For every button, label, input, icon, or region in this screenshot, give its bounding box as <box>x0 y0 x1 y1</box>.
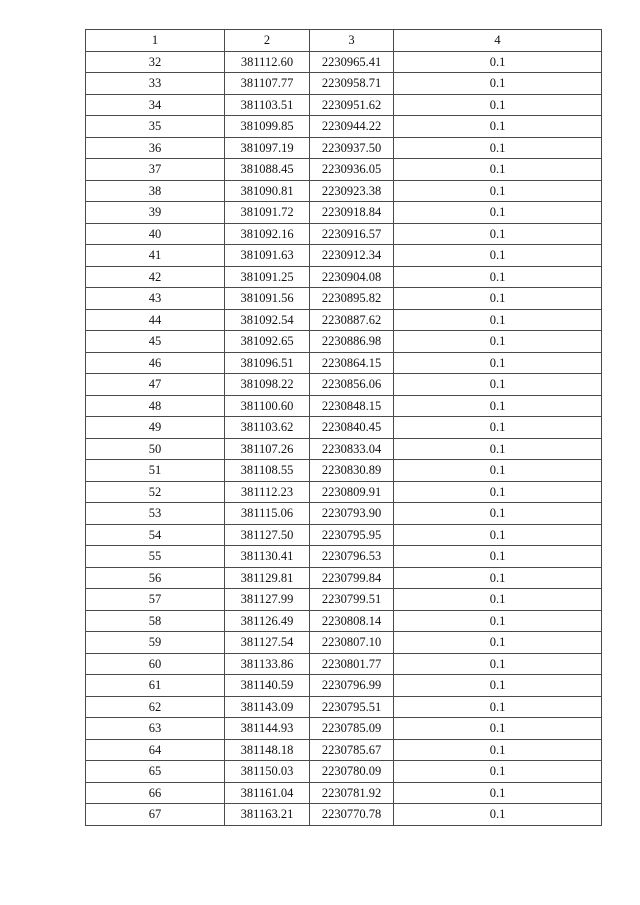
point-number-cell: 54 <box>86 524 225 546</box>
value-cell: 0.1 <box>394 438 602 460</box>
table-header-row <box>86 30 602 52</box>
table-row <box>86 395 602 417</box>
y-coordinate-cell: 2230807.10 <box>310 632 394 654</box>
table-row <box>86 94 602 116</box>
point-number-cell: 47 <box>86 374 225 396</box>
x-coordinate-cell: 381126.49 <box>225 610 310 632</box>
table-row <box>86 331 602 353</box>
point-number-cell: 58 <box>86 610 225 632</box>
value-cell: 0.1 <box>394 245 602 267</box>
value-cell: 0.1 <box>394 524 602 546</box>
value-cell: 0.1 <box>394 331 602 353</box>
y-coordinate-cell: 2230793.90 <box>310 503 394 525</box>
table-row <box>86 696 602 718</box>
coordinates-table <box>85 29 602 826</box>
table-row <box>86 51 602 73</box>
point-number-cell: 63 <box>86 718 225 740</box>
x-coordinate-cell: 381133.86 <box>225 653 310 675</box>
table-row <box>86 352 602 374</box>
y-coordinate-cell: 2230795.95 <box>310 524 394 546</box>
value-cell: 0.1 <box>394 309 602 331</box>
point-number-cell: 61 <box>86 675 225 697</box>
value-cell: 0.1 <box>394 546 602 568</box>
y-coordinate-cell: 2230951.62 <box>310 94 394 116</box>
value-cell: 0.1 <box>394 761 602 783</box>
table-row <box>86 739 602 761</box>
table-row <box>86 503 602 525</box>
value-cell: 0.1 <box>394 73 602 95</box>
value-cell: 0.1 <box>394 395 602 417</box>
y-coordinate-cell: 2230904.08 <box>310 266 394 288</box>
x-coordinate-cell: 381092.16 <box>225 223 310 245</box>
y-coordinate-cell: 2230918.84 <box>310 202 394 224</box>
table-row <box>86 438 602 460</box>
x-coordinate-cell: 381161.04 <box>225 782 310 804</box>
value-cell: 0.1 <box>394 739 602 761</box>
point-number-cell: 67 <box>86 804 225 826</box>
value-cell: 0.1 <box>394 288 602 310</box>
point-number-cell: 60 <box>86 653 225 675</box>
x-coordinate-cell: 381100.60 <box>225 395 310 417</box>
table-row <box>86 481 602 503</box>
point-number-cell: 49 <box>86 417 225 439</box>
x-coordinate-cell: 381143.09 <box>225 696 310 718</box>
y-coordinate-cell: 2230936.05 <box>310 159 394 181</box>
table-row <box>86 460 602 482</box>
value-cell: 0.1 <box>394 632 602 654</box>
point-number-cell: 36 <box>86 137 225 159</box>
header-cell-2: 2 <box>225 30 310 52</box>
point-number-cell: 33 <box>86 73 225 95</box>
point-number-cell: 45 <box>86 331 225 353</box>
value-cell: 0.1 <box>394 51 602 73</box>
y-coordinate-cell: 2230809.91 <box>310 481 394 503</box>
y-coordinate-cell: 2230808.14 <box>310 610 394 632</box>
y-coordinate-cell: 2230781.92 <box>310 782 394 804</box>
x-coordinate-cell: 381099.85 <box>225 116 310 138</box>
value-cell: 0.1 <box>394 589 602 611</box>
y-coordinate-cell: 2230830.89 <box>310 460 394 482</box>
point-number-cell: 44 <box>86 309 225 331</box>
value-cell: 0.1 <box>394 567 602 589</box>
table-row <box>86 116 602 138</box>
y-coordinate-cell: 2230895.82 <box>310 288 394 310</box>
x-coordinate-cell: 381091.56 <box>225 288 310 310</box>
table-row <box>86 309 602 331</box>
y-coordinate-cell: 2230796.53 <box>310 546 394 568</box>
x-coordinate-cell: 381148.18 <box>225 739 310 761</box>
point-number-cell: 51 <box>86 460 225 482</box>
x-coordinate-cell: 381107.77 <box>225 73 310 95</box>
point-number-cell: 50 <box>86 438 225 460</box>
header-cell-3: 3 <box>310 30 394 52</box>
header-cell-4: 4 <box>394 30 602 52</box>
table-row <box>86 567 602 589</box>
point-number-cell: 40 <box>86 223 225 245</box>
y-coordinate-cell: 2230770.78 <box>310 804 394 826</box>
value-cell: 0.1 <box>394 481 602 503</box>
x-coordinate-cell: 381127.50 <box>225 524 310 546</box>
x-coordinate-cell: 381103.62 <box>225 417 310 439</box>
point-number-cell: 43 <box>86 288 225 310</box>
value-cell: 0.1 <box>394 116 602 138</box>
x-coordinate-cell: 381098.22 <box>225 374 310 396</box>
point-number-cell: 62 <box>86 696 225 718</box>
point-number-cell: 39 <box>86 202 225 224</box>
table-row <box>86 524 602 546</box>
y-coordinate-cell: 2230801.77 <box>310 653 394 675</box>
y-coordinate-cell: 2230796.99 <box>310 675 394 697</box>
x-coordinate-cell: 381097.19 <box>225 137 310 159</box>
table-row <box>86 804 602 826</box>
point-number-cell: 41 <box>86 245 225 267</box>
x-coordinate-cell: 381092.54 <box>225 309 310 331</box>
value-cell: 0.1 <box>394 804 602 826</box>
x-coordinate-cell: 381112.23 <box>225 481 310 503</box>
x-coordinate-cell: 381108.55 <box>225 460 310 482</box>
y-coordinate-cell: 2230795.51 <box>310 696 394 718</box>
table-row <box>86 374 602 396</box>
table-row <box>86 761 602 783</box>
x-coordinate-cell: 381091.72 <box>225 202 310 224</box>
table-row <box>86 223 602 245</box>
x-coordinate-cell: 381107.26 <box>225 438 310 460</box>
y-coordinate-cell: 2230944.22 <box>310 116 394 138</box>
point-number-cell: 57 <box>86 589 225 611</box>
y-coordinate-cell: 2230780.09 <box>310 761 394 783</box>
y-coordinate-cell: 2230799.84 <box>310 567 394 589</box>
point-number-cell: 48 <box>86 395 225 417</box>
value-cell: 0.1 <box>394 417 602 439</box>
table-row <box>86 589 602 611</box>
point-number-cell: 37 <box>86 159 225 181</box>
point-number-cell: 55 <box>86 546 225 568</box>
x-coordinate-cell: 381115.06 <box>225 503 310 525</box>
table-row <box>86 782 602 804</box>
point-number-cell: 42 <box>86 266 225 288</box>
y-coordinate-cell: 2230923.38 <box>310 180 394 202</box>
table-row <box>86 675 602 697</box>
x-coordinate-cell: 381090.81 <box>225 180 310 202</box>
point-number-cell: 65 <box>86 761 225 783</box>
point-number-cell: 46 <box>86 352 225 374</box>
point-number-cell: 66 <box>86 782 225 804</box>
table-row <box>86 202 602 224</box>
table-row <box>86 159 602 181</box>
point-number-cell: 64 <box>86 739 225 761</box>
y-coordinate-cell: 2230833.04 <box>310 438 394 460</box>
x-coordinate-cell: 381096.51 <box>225 352 310 374</box>
value-cell: 0.1 <box>394 223 602 245</box>
table-row <box>86 718 602 740</box>
x-coordinate-cell: 381088.45 <box>225 159 310 181</box>
table-row <box>86 180 602 202</box>
y-coordinate-cell: 2230840.45 <box>310 417 394 439</box>
x-coordinate-cell: 381127.99 <box>225 589 310 611</box>
value-cell: 0.1 <box>394 503 602 525</box>
x-coordinate-cell: 381140.59 <box>225 675 310 697</box>
value-cell: 0.1 <box>394 159 602 181</box>
x-coordinate-cell: 381163.21 <box>225 804 310 826</box>
y-coordinate-cell: 2230937.50 <box>310 137 394 159</box>
value-cell: 0.1 <box>394 352 602 374</box>
table-row <box>86 245 602 267</box>
x-coordinate-cell: 381091.25 <box>225 266 310 288</box>
value-cell: 0.1 <box>394 610 602 632</box>
x-coordinate-cell: 381112.60 <box>225 51 310 73</box>
value-cell: 0.1 <box>394 718 602 740</box>
value-cell: 0.1 <box>394 94 602 116</box>
y-coordinate-cell: 2230864.15 <box>310 352 394 374</box>
point-number-cell: 34 <box>86 94 225 116</box>
point-number-cell: 59 <box>86 632 225 654</box>
y-coordinate-cell: 2230965.41 <box>310 51 394 73</box>
y-coordinate-cell: 2230799.51 <box>310 589 394 611</box>
y-coordinate-cell: 2230912.34 <box>310 245 394 267</box>
y-coordinate-cell: 2230958.71 <box>310 73 394 95</box>
point-number-cell: 56 <box>86 567 225 589</box>
x-coordinate-cell: 381103.51 <box>225 94 310 116</box>
table-row <box>86 417 602 439</box>
x-coordinate-cell: 381127.54 <box>225 632 310 654</box>
table-row <box>86 653 602 675</box>
point-number-cell: 53 <box>86 503 225 525</box>
x-coordinate-cell: 381144.93 <box>225 718 310 740</box>
table-row <box>86 546 602 568</box>
y-coordinate-cell: 2230916.57 <box>310 223 394 245</box>
header-cell-1: 1 <box>86 30 225 52</box>
value-cell: 0.1 <box>394 202 602 224</box>
table-row <box>86 266 602 288</box>
table-row <box>86 610 602 632</box>
table-body <box>86 30 602 826</box>
value-cell: 0.1 <box>394 266 602 288</box>
x-coordinate-cell: 381092.65 <box>225 331 310 353</box>
y-coordinate-cell: 2230785.09 <box>310 718 394 740</box>
y-coordinate-cell: 2230886.98 <box>310 331 394 353</box>
x-coordinate-cell: 381129.81 <box>225 567 310 589</box>
y-coordinate-cell: 2230848.15 <box>310 395 394 417</box>
value-cell: 0.1 <box>394 180 602 202</box>
x-coordinate-cell: 381091.63 <box>225 245 310 267</box>
x-coordinate-cell: 381150.03 <box>225 761 310 783</box>
value-cell: 0.1 <box>394 675 602 697</box>
point-number-cell: 52 <box>86 481 225 503</box>
point-number-cell: 38 <box>86 180 225 202</box>
table-row <box>86 137 602 159</box>
y-coordinate-cell: 2230856.06 <box>310 374 394 396</box>
x-coordinate-cell: 381130.41 <box>225 546 310 568</box>
value-cell: 0.1 <box>394 374 602 396</box>
value-cell: 0.1 <box>394 137 602 159</box>
y-coordinate-cell: 2230785.67 <box>310 739 394 761</box>
point-number-cell: 32 <box>86 51 225 73</box>
value-cell: 0.1 <box>394 653 602 675</box>
point-number-cell: 35 <box>86 116 225 138</box>
value-cell: 0.1 <box>394 460 602 482</box>
table-row <box>86 288 602 310</box>
table-row <box>86 632 602 654</box>
value-cell: 0.1 <box>394 782 602 804</box>
table-row <box>86 73 602 95</box>
value-cell: 0.1 <box>394 696 602 718</box>
y-coordinate-cell: 2230887.62 <box>310 309 394 331</box>
